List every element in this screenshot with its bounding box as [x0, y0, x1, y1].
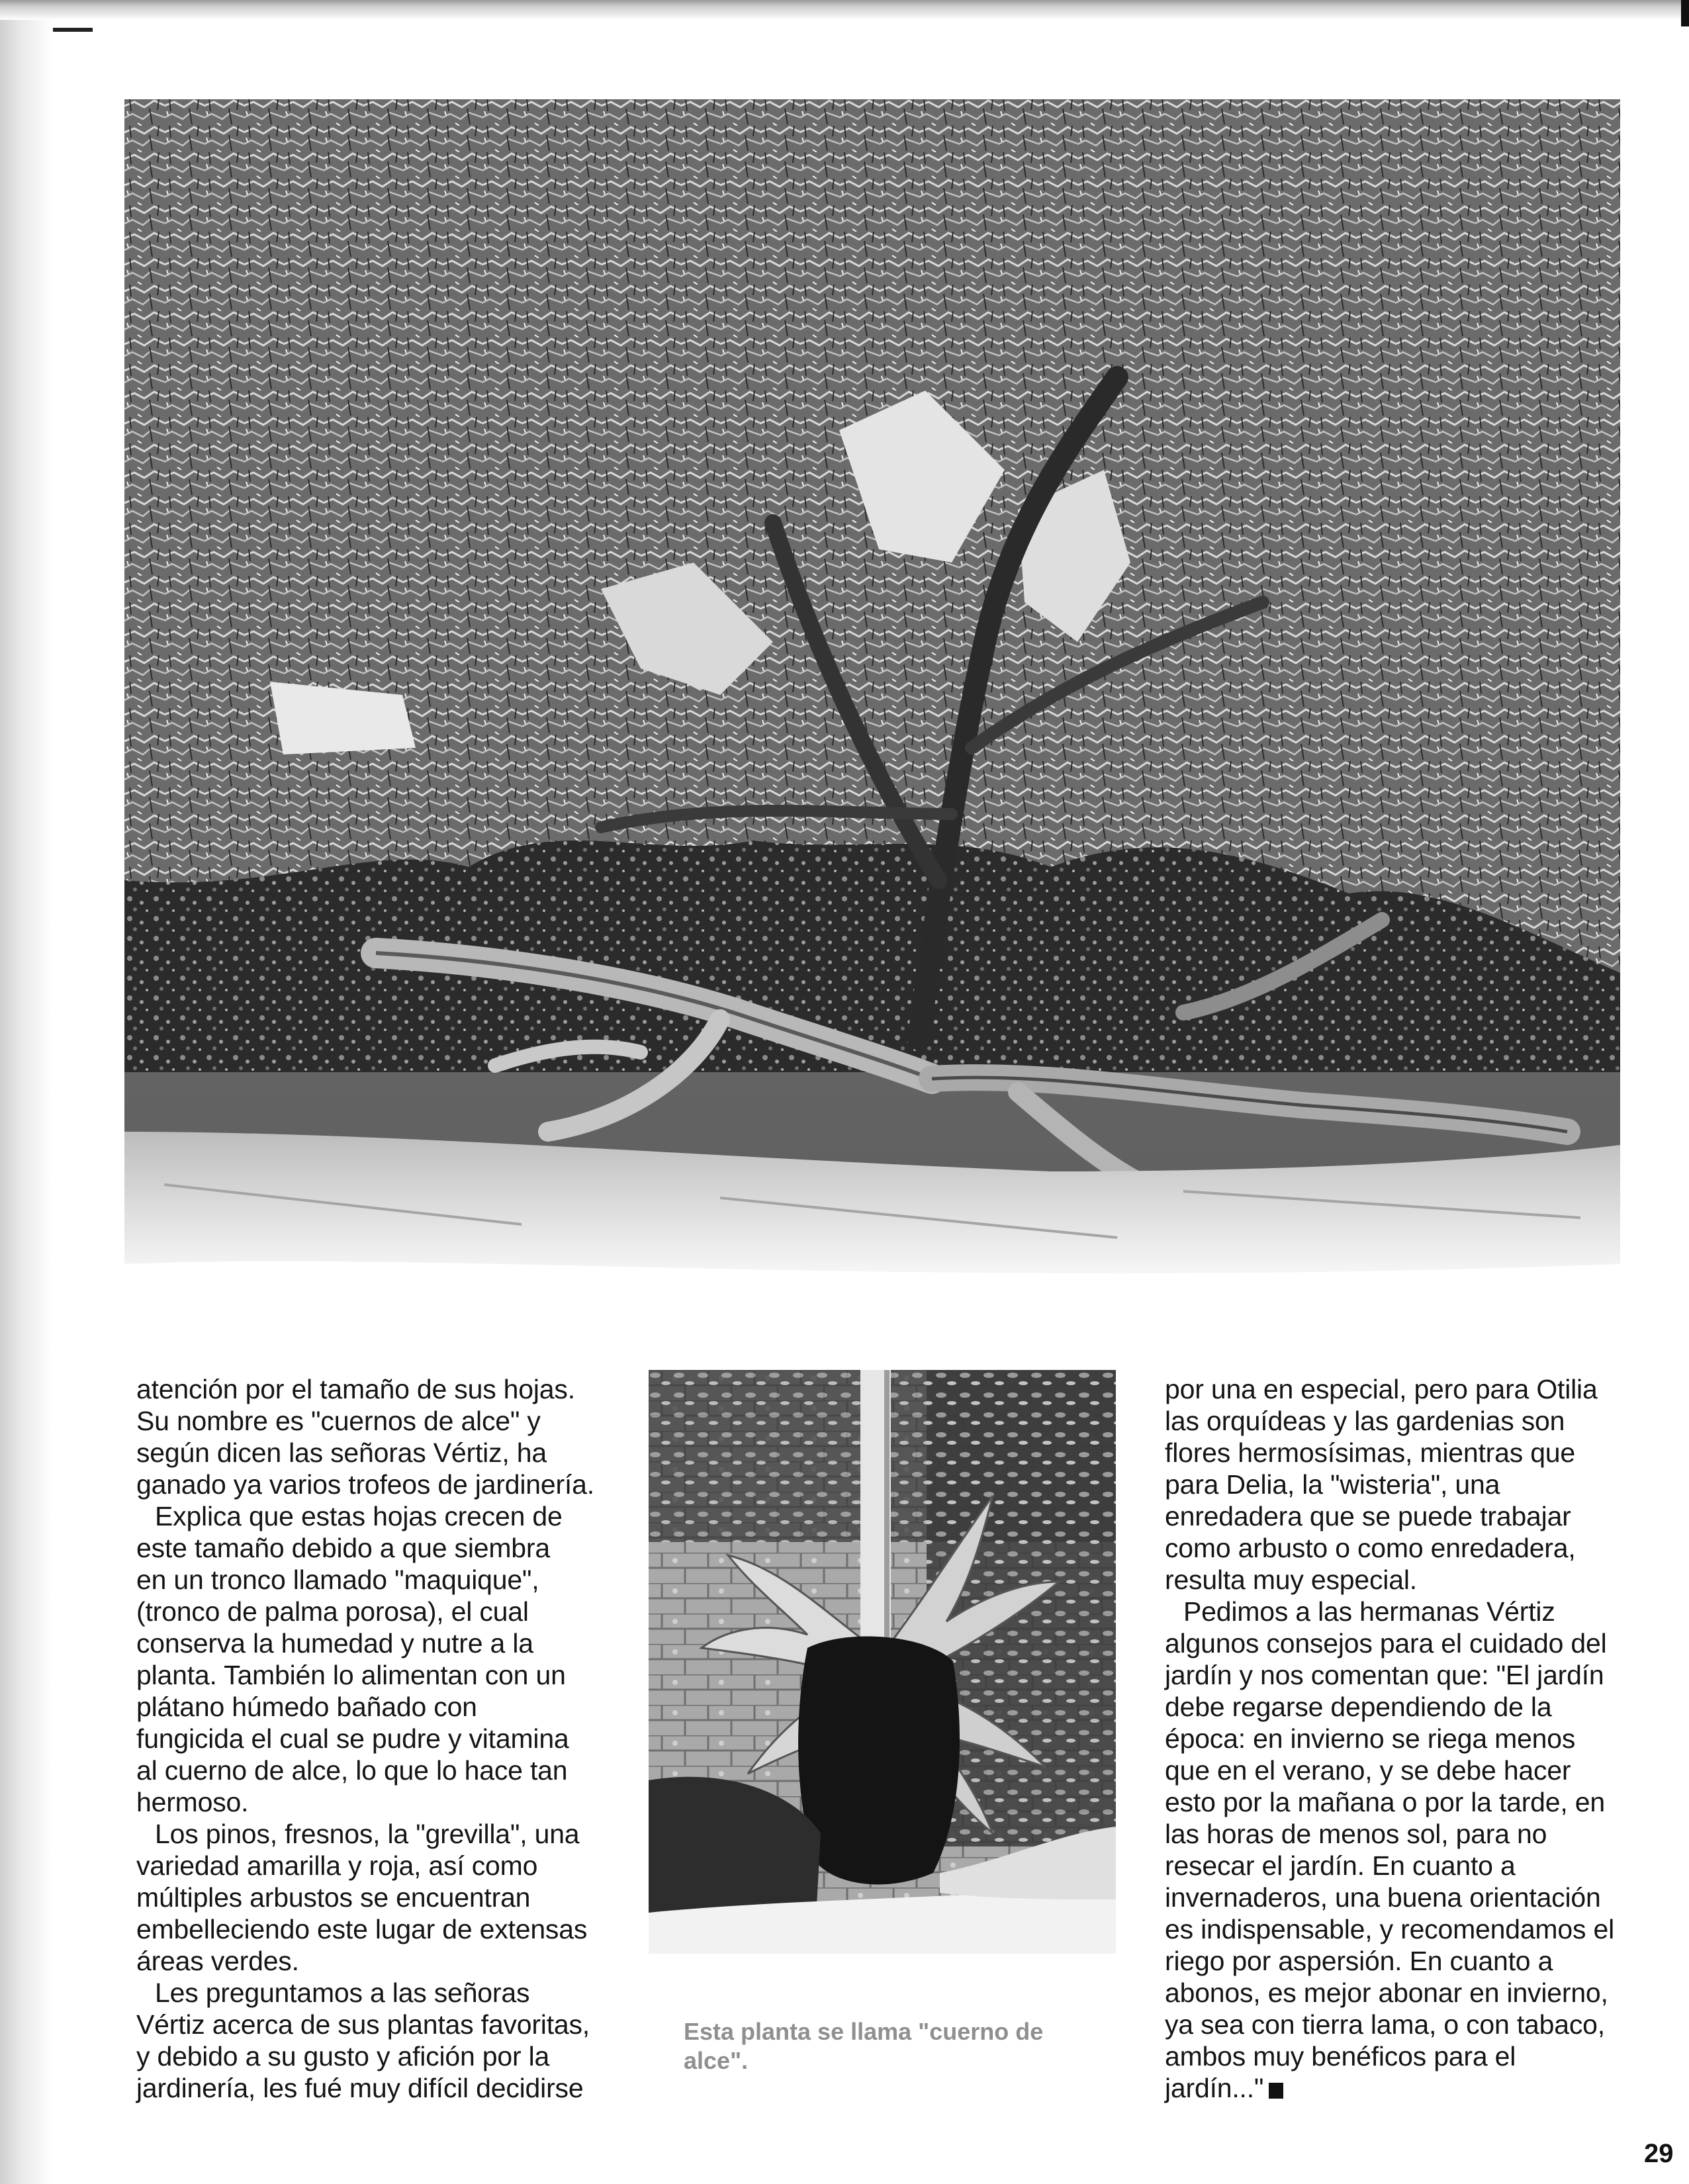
- text-line: jardín...": [1165, 2073, 1264, 2103]
- text-line: según dicen las señoras Vértiz, ha: [136, 1437, 547, 1468]
- text-line-last: [1165, 2072, 1641, 2104]
- photo-caption: [684, 2017, 1107, 2075]
- scan-mark: [53, 28, 93, 32]
- text-line: época: en invierno se riega menos: [1165, 1723, 1576, 1754]
- text-line: jardín y nos comentan que: "El jardín: [1165, 1660, 1604, 1690]
- left-column: [136, 1373, 613, 2104]
- text-line: invernaderos, una buena orientación: [1165, 1882, 1601, 1913]
- text-line: enredadera que se puede trabajar: [1165, 1501, 1571, 1531]
- text-line: Los pinos, fresnos, la "grevilla", una: [155, 1819, 580, 1849]
- text-line: plátano húmedo bañado con: [136, 1692, 477, 1722]
- text-line: ya sea con tierra lama, o con tabaco,: [1165, 2009, 1605, 2040]
- text-line: Su nombre es "cuernos de alce" y: [136, 1406, 541, 1436]
- text-line: variedad amarilla y roja, así como: [136, 1850, 538, 1881]
- text-line: este tamaño debido a que siembra: [136, 1533, 550, 1563]
- text-line: Explica que estas hojas crecen de: [155, 1501, 563, 1531]
- text-line: planta. También lo alimentan con un: [136, 1660, 566, 1690]
- text-line: algunos consejos para el cuidado del: [1165, 1628, 1607, 1659]
- text-line: Pedimos a las hermanas Vértiz: [1183, 1596, 1555, 1627]
- text-line: que en el verano, y se debe hacer: [1165, 1755, 1571, 1786]
- text-line: riego por aspersión. En cuanto a: [1165, 1946, 1553, 1976]
- text-line: las horas de menos sol, para no: [1165, 1819, 1547, 1849]
- text-line: resecar el jardín. En cuanto a: [1165, 1850, 1516, 1881]
- text-line: atención por el tamaño de sus hojas.: [136, 1374, 575, 1404]
- text-line: en un tronco llamado "maquique",: [136, 1565, 539, 1595]
- text-line: debe regarse dependiendo de la: [1165, 1692, 1552, 1722]
- page-number: 29: [1644, 2139, 1674, 2168]
- text-line: múltiples arbustos se encuentran: [136, 1882, 531, 1913]
- text-line: al cuerno de alce, lo que lo hace tan: [136, 1755, 568, 1786]
- scan-edge-left: [0, 0, 53, 2184]
- text-line: (tronco de palma porosa), el cual: [136, 1596, 529, 1627]
- text-line: esto por la mañana o por la tarde, en: [1165, 1787, 1605, 1817]
- text-line: embelleciendo este lugar de extensas: [136, 1914, 588, 1944]
- text-line: las orquídeas y las gardenias son: [1165, 1406, 1565, 1436]
- text-line: conserva la humedad y nutre a la: [136, 1628, 533, 1659]
- tree-photo: [124, 99, 1620, 1297]
- text-line: como arbusto o como enredadera,: [1165, 1533, 1576, 1563]
- scan-corner: [1681, 0, 1689, 26]
- text-line: es indispensable, y recomendamos el: [1165, 1914, 1614, 1944]
- text-line: por una en especial, pero para Otilia: [1165, 1374, 1598, 1404]
- text-line: jardinería, les fué muy difícil decidirse: [136, 2073, 584, 2103]
- text-line: resulta muy especial.: [1165, 1565, 1417, 1595]
- text-line: flores hermosísimas, mientras que: [1165, 1437, 1576, 1468]
- text-line: abonos, es mejor abonar en invierno,: [1165, 1978, 1608, 2008]
- fern-photo: [649, 1370, 1116, 1954]
- text-line: fungicida el cual se pudre y vitamina: [136, 1723, 569, 1754]
- text-line: hermoso.: [136, 1787, 249, 1817]
- text-line: Les preguntamos a las señoras: [155, 1978, 530, 2008]
- end-of-article-mark: [1269, 2083, 1283, 2099]
- right-column: [1165, 1373, 1641, 2104]
- scan-edge-top: [0, 0, 1689, 20]
- text-line: para Delia, la "wisteria", una: [1165, 1469, 1500, 1500]
- text-line: ganado ya varios trofeos de jardinería.: [136, 1469, 594, 1500]
- text-line: áreas verdes.: [136, 1946, 299, 1976]
- caption-line: Esta planta se llama "cuerno de: [684, 2018, 1044, 2045]
- text-line: y debido a su gusto y afición por la: [136, 2041, 550, 2071]
- caption-line: alce".: [684, 2047, 749, 2074]
- text-line: ambos muy benéficos para el: [1165, 2041, 1516, 2071]
- text-line: Vértiz acerca de sus plantas favoritas,: [136, 2009, 590, 2040]
